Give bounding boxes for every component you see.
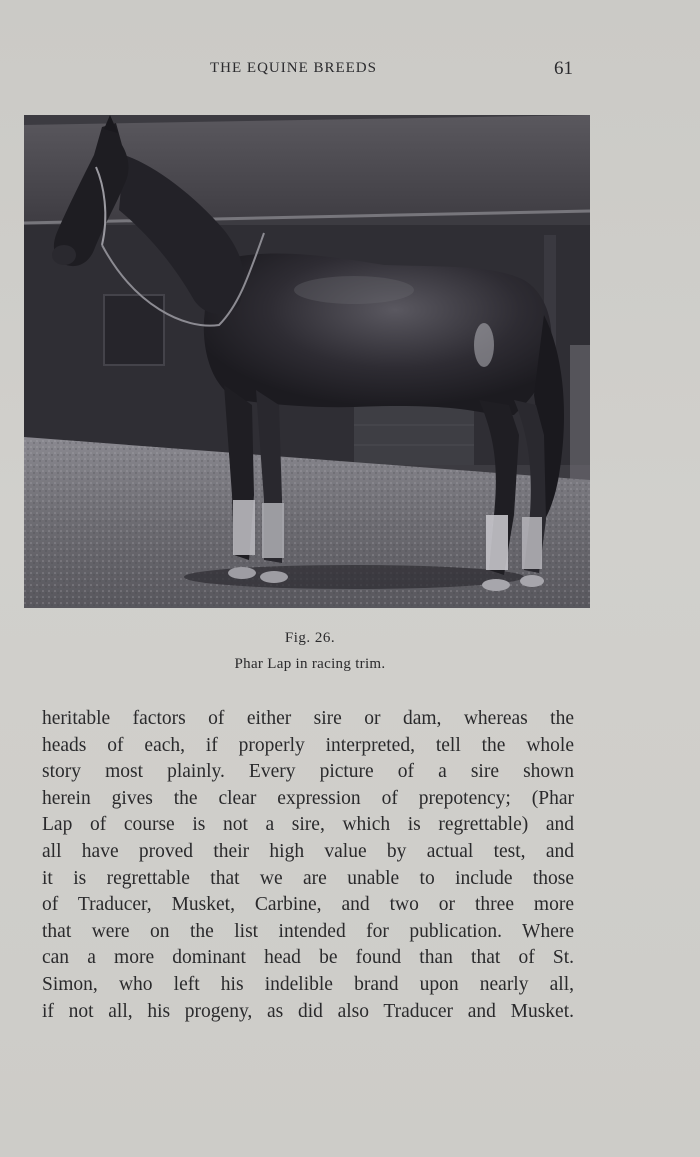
- body-paragraph: [42, 706, 574, 1025]
- text-line: can a more dominant head be found than that of St.: [42, 947, 574, 969]
- text-line: it is regrettable that we are unable to include those: [42, 867, 574, 889]
- text-line: of Traducer, Musket, Carbine, and two or three more: [42, 894, 574, 916]
- figure-caption: Phar Lap in racing trim.: [234, 656, 386, 672]
- text-line: all have proved their high value by actual test, and: [42, 840, 574, 862]
- page-number: 61: [554, 58, 573, 79]
- running-head: THE EQUINE BREEDS: [210, 60, 377, 76]
- text-line: that were on the list intended for publication. Where: [42, 920, 574, 942]
- text-line: Lap of course is not a sire, which is regrettable) and: [42, 814, 574, 836]
- text-line: herein gives the clear expression of prepotency; (Phar: [42, 787, 574, 809]
- text-line: heads of each, if properly interpreted, tell the whole: [42, 734, 574, 756]
- text-line: Simon, who left his indelible brand upon nearly all,: [42, 973, 574, 995]
- text-line: heritable factors of either sire or dam, whereas the: [42, 708, 574, 729]
- text-line: story most plainly. Every picture of a sire shown: [42, 761, 574, 783]
- text-line: if not all, his progeny, as did also Traducer and Musket.: [42, 1000, 574, 1022]
- horse-photograph: [24, 115, 590, 608]
- figure-number: Fig. 26.: [284, 630, 336, 646]
